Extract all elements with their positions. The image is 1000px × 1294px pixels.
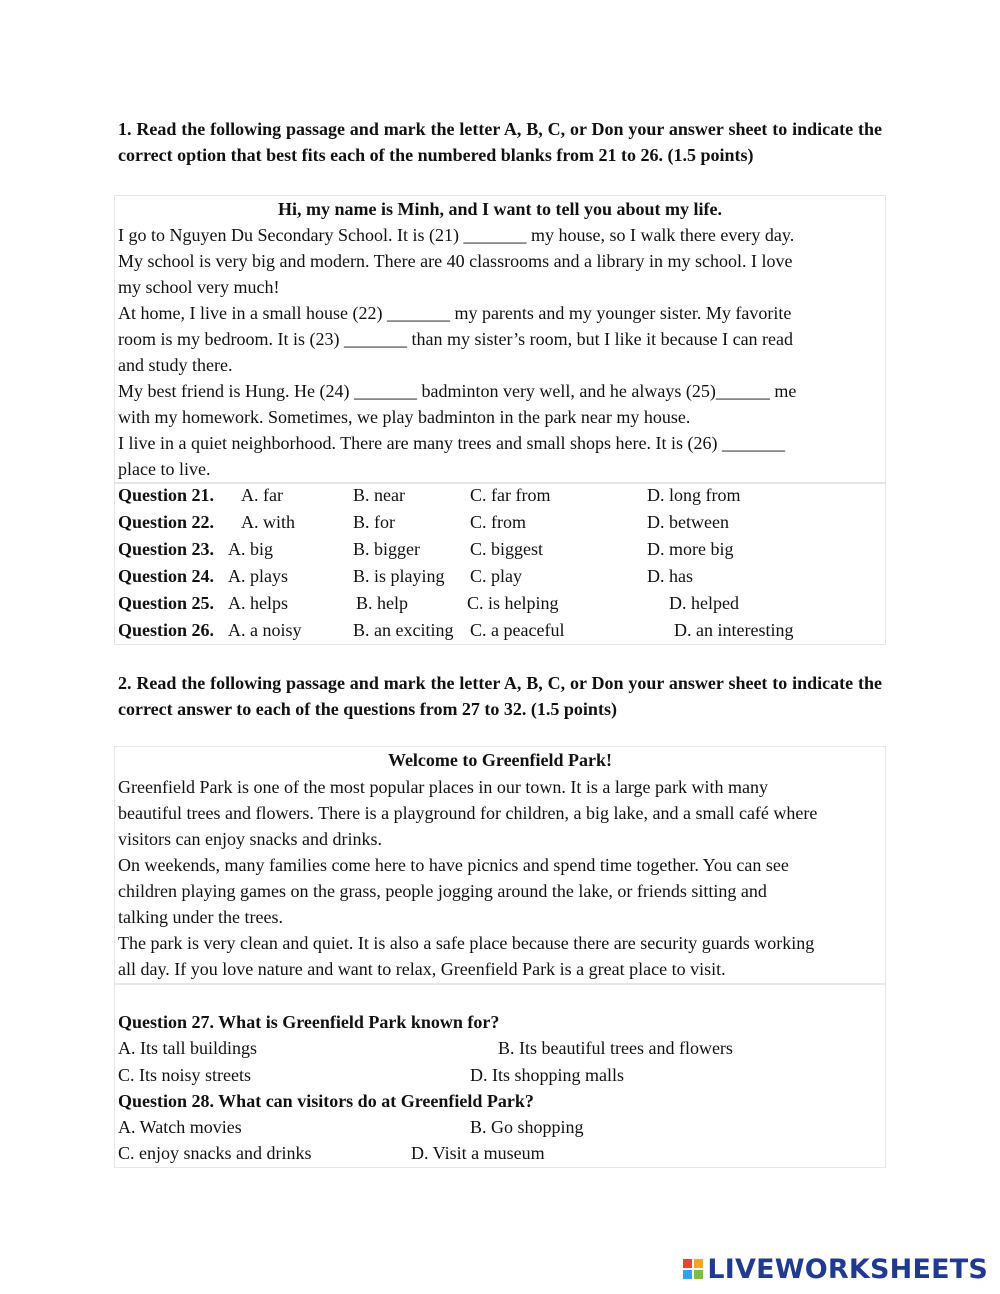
option-b[interactable]: B. bigger — [353, 539, 420, 559]
passage-line: My school is very big and modern. There are 40 classrooms and a library in my school. I love — [118, 251, 793, 271]
option-d[interactable]: D. helped — [669, 593, 739, 613]
logo-square — [694, 1259, 703, 1268]
passage-line: and study there. — [118, 355, 233, 375]
option-c[interactable]: C. far from — [470, 485, 551, 505]
section2-instruction: 2. Read the following passage and mark the letter A, B, C, or Don your answer sheet to indicate the correct answer to each of the questions from 27 to 32. (1.5 points) — [118, 673, 882, 719]
option-b[interactable]: B. help — [356, 593, 408, 613]
passage-line: The park is very clean and quiet. It is also a safe place because there are security guards working — [118, 933, 815, 953]
option-a[interactable]: A. big — [228, 539, 273, 559]
option-c[interactable]: C. enjoy snacks and drinks — [118, 1143, 312, 1163]
question-label: Question 24. — [118, 566, 215, 586]
passage-line: my school very much! — [118, 277, 280, 297]
logo-square — [683, 1270, 692, 1279]
passage-line: On weekends, many families come here to have picnics and spend time together. You can see — [118, 855, 789, 875]
option-b[interactable]: B. an exciting — [353, 620, 454, 640]
passage-line: talking under the trees. — [118, 907, 283, 927]
option-d[interactable]: D. Visit a museum — [411, 1143, 545, 1163]
question-label: Question 26. — [118, 620, 215, 640]
option-a[interactable]: A. a noisy — [228, 620, 302, 640]
question-label: Question 23. — [118, 539, 215, 559]
passage-line: I go to Nguyen Du Secondary School. It is (21) _______ my house, so I walk there every day. — [118, 225, 795, 245]
option-a[interactable]: A. Its tall buildings — [118, 1038, 257, 1058]
option-d[interactable]: D. more big — [647, 539, 734, 559]
option-d[interactable]: D. between — [647, 512, 729, 532]
option-a[interactable]: A. far — [241, 485, 283, 505]
option-d[interactable]: D. an interesting — [674, 620, 794, 640]
option-c[interactable]: C. from — [470, 512, 526, 532]
option-b[interactable]: B. for — [353, 512, 395, 532]
option-d[interactable]: D. has — [647, 566, 693, 586]
question-label: Question 22. — [118, 512, 215, 532]
passage-line: beautiful trees and flowers. There is a playground for children, a big lake, and a small café where — [118, 803, 818, 823]
logo-square — [683, 1259, 692, 1268]
option-c[interactable]: C. a peaceful — [470, 620, 565, 640]
option-a[interactable]: A. helps — [228, 593, 288, 613]
passage-line: with my homework. Sometimes, we play badminton in the park near my house. — [118, 407, 691, 427]
option-b[interactable]: B. Its beautiful trees and flowers — [498, 1038, 733, 1058]
option-a[interactable]: A. Watch movies — [118, 1117, 242, 1137]
option-a[interactable]: A. plays — [228, 566, 288, 586]
option-b[interactable]: B. Go shopping — [470, 1117, 584, 1137]
passage-line: My best friend is Hung. He (24) _______ badminton very well, and he always (25)______ me — [118, 381, 797, 401]
option-c[interactable]: C. is helping — [467, 593, 559, 613]
option-b[interactable]: B. is playing — [353, 566, 445, 586]
section1-instruction: 1. Read the following passage and mark the letter A, B, C, or Don your answer sheet to indicate the correct option that best fits each of the numbered blanks from 21 to 26. (1.5 points) — [118, 119, 882, 165]
question-28: Question 28. What can visitors do at Greenfield Park? — [118, 1091, 534, 1111]
passage-line: all day. If you love nature and want to relax, Greenfield Park is a great place to visit. — [118, 959, 726, 979]
liveworksheets-logo — [683, 1252, 988, 1286]
option-c[interactable]: C. play — [470, 566, 522, 586]
passage-line: Greenfield Park is one of the most popular places in our town. It is a large park with many — [118, 777, 769, 797]
question-label: Question 25. — [118, 593, 215, 613]
passage-line: At home, I live in a small house (22) _______ my parents and my younger sister. My favorite — [118, 303, 792, 323]
passage-line: room is my bedroom. It is (23) _______ than my sister’s room, but I like it because I can read — [118, 329, 794, 349]
question-label: Question 21. — [118, 485, 215, 505]
logo-square — [694, 1270, 703, 1279]
option-d[interactable]: D. Its shopping malls — [470, 1065, 625, 1085]
passage-line: place to live. — [118, 459, 211, 479]
passage-title-1: Hi, my name is Minh, and I want to tell you about my life. — [277, 199, 723, 219]
passage-line: visitors can enjoy snacks and drinks. — [118, 829, 382, 849]
logo-text: LIVEWORKSHEETS — [707, 1253, 988, 1285]
logo-mark-icon — [683, 1259, 703, 1279]
question-27: Question 27. What is Greenfield Park known for? — [118, 1012, 500, 1032]
option-b[interactable]: B. near — [353, 485, 405, 505]
option-c[interactable]: C. Its noisy streets — [118, 1065, 251, 1085]
option-d[interactable]: D. long from — [647, 485, 741, 505]
passage-title-2: Welcome to Greenfield Park! — [387, 750, 613, 770]
passage-line: children playing games on the grass, people jogging around the lake, or friends sitting and — [118, 881, 767, 901]
option-a[interactable]: A. with — [241, 512, 295, 532]
option-c[interactable]: C. biggest — [470, 539, 544, 559]
passage-line: I live in a quiet neighborhood. There are many trees and small shops here. It is (26) _______ — [118, 433, 785, 453]
